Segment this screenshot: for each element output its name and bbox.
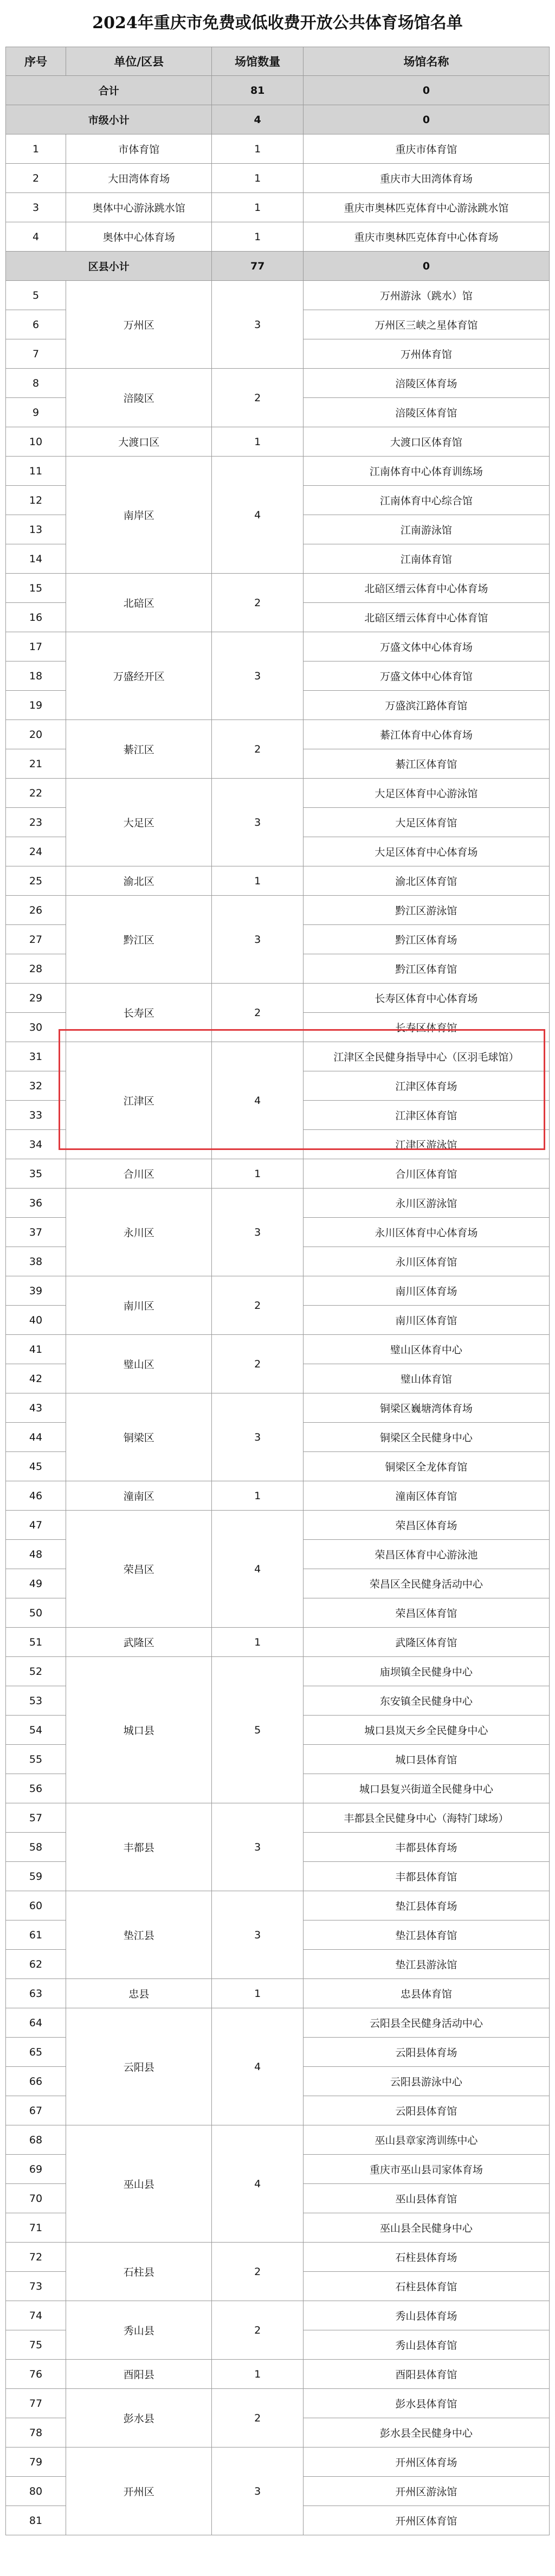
- district-cell: 璧山区: [66, 1335, 212, 1393]
- district-cell: 江津区: [66, 1042, 212, 1159]
- count-cell: 2: [212, 984, 303, 1042]
- district-cell: 綦江区: [66, 720, 212, 779]
- serial-cell: 68: [6, 2125, 66, 2155]
- serial-cell: 72: [6, 2243, 66, 2272]
- count-cell: 1: [212, 193, 303, 222]
- venue-cell: 永川区体育馆: [303, 1247, 549, 1276]
- district-cell: 大足区: [66, 779, 212, 866]
- document-title: 2024年重庆市免费或低收费开放公共体育场馆名单: [92, 14, 463, 33]
- serial-cell: 35: [6, 1159, 66, 1189]
- venue-cell: 铜梁区巍塘湾体育场: [303, 1393, 549, 1423]
- venue-cell: 大足区体育中心体育场: [303, 837, 549, 866]
- serial-cell: 76: [6, 2360, 66, 2389]
- serial-cell: 14: [6, 544, 66, 574]
- district-cell: 合川区: [66, 1159, 212, 1189]
- table-row: [6, 193, 550, 222]
- serial-cell: 54: [6, 1716, 66, 1745]
- venue-cell: 江南体育中心综合馆: [303, 486, 549, 515]
- venue-cell: 东安镇全民健身中心: [303, 1686, 549, 1716]
- district-cell: 垫江县: [66, 1891, 212, 1979]
- serial-cell: 58: [6, 1833, 66, 1862]
- district-cell: 铜梁区: [66, 1393, 212, 1481]
- count-cell: 4: [212, 2008, 303, 2125]
- serial-cell: 24: [6, 837, 66, 866]
- header-serial: 序号: [6, 47, 66, 76]
- district-subtotal-count: 77: [212, 252, 303, 281]
- venue-cell: 长寿区体育中心体育场: [303, 984, 549, 1013]
- table-row: [6, 2447, 550, 2477]
- venue-cell: 黔江区体育场: [303, 925, 549, 954]
- venue-cell: 万盛滨江路体育馆: [303, 691, 549, 720]
- venue-cell: 彭水县体育馆: [303, 2389, 549, 2418]
- count-cell: 3: [212, 1189, 303, 1276]
- serial-cell: 32: [6, 1071, 66, 1101]
- table-row: [6, 1511, 550, 1540]
- serial-cell: 17: [6, 632, 66, 661]
- venue-cell: 云阳县体育场: [303, 2038, 549, 2067]
- venue-cell: 彭水县全民健身中心: [303, 2418, 549, 2447]
- serial-cell: 22: [6, 779, 66, 808]
- district-cell: 石柱县: [66, 2243, 212, 2301]
- count-cell: 3: [212, 1803, 303, 1891]
- serial-cell: 65: [6, 2038, 66, 2067]
- city-subtotal-label: 市级小计: [6, 105, 212, 134]
- venue-cell: 万州体育馆: [303, 339, 549, 369]
- venue-cell: 南川区体育馆: [303, 1306, 549, 1335]
- table-row: [6, 164, 550, 193]
- table-row: [6, 222, 550, 252]
- serial-cell: 59: [6, 1862, 66, 1891]
- venue-cell: 铜梁区全龙体育馆: [303, 1452, 549, 1481]
- table-row: [6, 1979, 550, 2008]
- district-cell: 武隆区: [66, 1628, 212, 1657]
- table-row: [6, 1042, 550, 1071]
- serial-cell: 34: [6, 1130, 66, 1159]
- venue-cell: 永川区体育中心体育场: [303, 1218, 549, 1247]
- table-body: [6, 76, 550, 2535]
- venue-cell: 璧山区体育中心: [303, 1335, 549, 1364]
- count-cell: 3: [212, 779, 303, 866]
- serial-cell: 51: [6, 1628, 66, 1657]
- serial-cell: 11: [6, 457, 66, 486]
- count-cell: 4: [212, 1042, 303, 1159]
- count-cell: 3: [212, 896, 303, 984]
- venue-cell: 城口县岚天乡全民健身中心: [303, 1716, 549, 1745]
- serial-cell: 6: [6, 310, 66, 339]
- count-cell: 1: [212, 1159, 303, 1189]
- serial-cell: 66: [6, 2067, 66, 2096]
- venue-cell: 秀山县体育馆: [303, 2330, 549, 2360]
- table-row: [6, 457, 550, 486]
- serial-cell: 37: [6, 1218, 66, 1247]
- serial-cell: 74: [6, 2301, 66, 2330]
- venue-cell: 巫山县章家湾训练中心: [303, 2125, 549, 2155]
- count-cell: 3: [212, 632, 303, 720]
- district-cell: 秀山县: [66, 2301, 212, 2360]
- venue-cell: 荣昌区体育场: [303, 1511, 549, 1540]
- venue-cell: 大足区体育中心游泳馆: [303, 779, 549, 808]
- venue-cell: 万盛文体中心体育场: [303, 632, 549, 661]
- table-row: [6, 427, 550, 457]
- serial-cell: 40: [6, 1306, 66, 1335]
- table-row: [6, 574, 550, 603]
- venue-cell: 巫山县全民健身中心: [303, 2213, 549, 2243]
- total-label: 合计: [6, 76, 212, 105]
- district-cell: 涪陵区: [66, 369, 212, 427]
- serial-cell: 70: [6, 2184, 66, 2213]
- serial-cell: 79: [6, 2447, 66, 2477]
- table-row: [6, 2389, 550, 2418]
- table-row: [6, 1189, 550, 1218]
- venue-cell: 忠县体育馆: [303, 1979, 549, 2008]
- serial-cell: 47: [6, 1511, 66, 1540]
- count-cell: 3: [212, 281, 303, 369]
- table-row: [6, 779, 550, 808]
- table-row: [6, 896, 550, 925]
- district-cell: 渝北区: [66, 866, 212, 896]
- table-row: [6, 984, 550, 1013]
- venue-cell: 北碚区缙云体育中心体育场: [303, 574, 549, 603]
- count-cell: 2: [212, 574, 303, 632]
- venue-cell: 长寿区体育馆: [303, 1013, 549, 1042]
- serial-cell: 27: [6, 925, 66, 954]
- district-cell: 忠县: [66, 1979, 212, 2008]
- serial-cell: 45: [6, 1452, 66, 1481]
- venue-cell: 南川区体育场: [303, 1276, 549, 1306]
- district-cell: 万盛经开区: [66, 632, 212, 720]
- city-subtotal-venue: 0: [303, 105, 549, 134]
- serial-cell: 41: [6, 1335, 66, 1364]
- header-count: 场馆数量: [212, 47, 303, 76]
- serial-cell: 36: [6, 1189, 66, 1218]
- table-row: [6, 1159, 550, 1189]
- serial-cell: 62: [6, 1950, 66, 1979]
- district-cell: 城口县: [66, 1657, 212, 1803]
- count-cell: 1: [212, 2360, 303, 2389]
- count-cell: 4: [212, 1511, 303, 1628]
- venue-cell: 城口县体育馆: [303, 1745, 549, 1774]
- serial-cell: 39: [6, 1276, 66, 1306]
- venue-cell: 永川区游泳馆: [303, 1189, 549, 1218]
- venue-cell: 垫江县体育场: [303, 1891, 549, 1920]
- venue-cell: 荣昌区体育中心游泳池: [303, 1540, 549, 1569]
- count-cell: 1: [212, 222, 303, 252]
- serial-cell: 48: [6, 1540, 66, 1569]
- district-cell: 北碚区: [66, 574, 212, 632]
- district-cell: 丰都县: [66, 1803, 212, 1891]
- unit-cell: 大田湾体育场: [66, 164, 212, 193]
- venue-cell: 万州游泳（跳水）馆: [303, 281, 549, 310]
- total-count: 81: [212, 76, 303, 105]
- serial-cell: 23: [6, 808, 66, 837]
- serial-cell: 71: [6, 2213, 66, 2243]
- venue-cell: 重庆市大田湾体育场: [303, 164, 549, 193]
- district-cell: 开州区: [66, 2447, 212, 2535]
- table-row: [6, 2360, 550, 2389]
- venue-cell: 江津区全民健身指导中心（区羽毛球馆）: [303, 1042, 549, 1071]
- table-row: [6, 1628, 550, 1657]
- district-cell: 潼南区: [66, 1481, 212, 1511]
- venue-cell: 綦江体育中心体育场: [303, 720, 549, 749]
- serial-cell: 61: [6, 1920, 66, 1950]
- table-row: [6, 369, 550, 398]
- count-cell: 2: [212, 2389, 303, 2447]
- venue-cell: 綦江区体育馆: [303, 749, 549, 779]
- table-row: [6, 2243, 550, 2272]
- table-row: [6, 134, 550, 164]
- venue-cell: 垫江县游泳馆: [303, 1950, 549, 1979]
- serial-cell: 52: [6, 1657, 66, 1686]
- venue-cell: 云阳县体育馆: [303, 2096, 549, 2125]
- serial-cell: 4: [6, 222, 66, 252]
- table-header-row: [6, 47, 550, 76]
- venue-cell: 渝北区体育馆: [303, 866, 549, 896]
- table-row: [6, 1891, 550, 1920]
- venue-cell: 丰都县体育馆: [303, 1862, 549, 1891]
- venue-cell: 巫山县体育馆: [303, 2184, 549, 2213]
- serial-cell: 38: [6, 1247, 66, 1276]
- serial-cell: 43: [6, 1393, 66, 1423]
- venue-cell: 开州区体育馆: [303, 2506, 549, 2535]
- count-cell: 2: [212, 2243, 303, 2301]
- serial-cell: 10: [6, 427, 66, 457]
- serial-cell: 12: [6, 486, 66, 515]
- serial-cell: 55: [6, 1745, 66, 1774]
- venue-cell: 涪陵区体育场: [303, 369, 549, 398]
- venue-cell: 万州区三峡之星体育馆: [303, 310, 549, 339]
- district-cell: 万州区: [66, 281, 212, 369]
- count-cell: 2: [212, 2301, 303, 2360]
- venue-cell: 丰都县体育场: [303, 1833, 549, 1862]
- serial-cell: 21: [6, 749, 66, 779]
- venue-cell: 城口县复兴街道全民健身中心: [303, 1774, 549, 1803]
- serial-cell: 50: [6, 1598, 66, 1628]
- city-subtotal-count: 4: [212, 105, 303, 134]
- venue-table: [5, 47, 550, 2535]
- table-row: [6, 1276, 550, 1306]
- count-cell: 1: [212, 1628, 303, 1657]
- count-cell: 4: [212, 2125, 303, 2243]
- table-row: [6, 720, 550, 749]
- district-cell: 永川区: [66, 1189, 212, 1276]
- serial-cell: 13: [6, 515, 66, 544]
- unit-cell: 奥体中心体育场: [66, 222, 212, 252]
- serial-cell: 81: [6, 2506, 66, 2535]
- venue-cell: 垫江县体育馆: [303, 1920, 549, 1950]
- table-row: [6, 1335, 550, 1364]
- serial-cell: 9: [6, 398, 66, 427]
- venue-cell: 黔江区游泳馆: [303, 896, 549, 925]
- serial-cell: 56: [6, 1774, 66, 1803]
- serial-cell: 3: [6, 193, 66, 222]
- venue-cell: 合川区体育馆: [303, 1159, 549, 1189]
- venue-cell: 武隆区体育馆: [303, 1628, 549, 1657]
- unit-cell: 市体育馆: [66, 134, 212, 164]
- venue-cell: 云阳县全民健身活动中心: [303, 2008, 549, 2038]
- serial-cell: 63: [6, 1979, 66, 2008]
- count-cell: 2: [212, 1335, 303, 1393]
- count-cell: 3: [212, 2447, 303, 2535]
- table-row: [6, 2125, 550, 2155]
- district-cell: 南川区: [66, 1276, 212, 1335]
- venue-cell: 开州区游泳馆: [303, 2477, 549, 2506]
- serial-cell: 80: [6, 2477, 66, 2506]
- serial-cell: 20: [6, 720, 66, 749]
- table-row: [6, 632, 550, 661]
- serial-cell: 46: [6, 1481, 66, 1511]
- venue-cell: 黔江区体育馆: [303, 954, 549, 984]
- venue-cell: 涪陵区体育馆: [303, 398, 549, 427]
- serial-cell: 31: [6, 1042, 66, 1071]
- header-unit: 单位/区县: [66, 47, 212, 76]
- table-row: [6, 866, 550, 896]
- serial-cell: 78: [6, 2418, 66, 2447]
- serial-cell: 73: [6, 2272, 66, 2301]
- serial-cell: 1: [6, 134, 66, 164]
- serial-cell: 67: [6, 2096, 66, 2125]
- serial-cell: 15: [6, 574, 66, 603]
- district-cell: 南岸区: [66, 457, 212, 574]
- district-cell: 巫山县: [66, 2125, 212, 2243]
- header-venue: 场馆名称: [303, 47, 549, 76]
- venue-cell: 秀山县体育场: [303, 2301, 549, 2330]
- venue-cell: 璧山体育馆: [303, 1364, 549, 1393]
- district-cell: 大渡口区: [66, 427, 212, 457]
- serial-cell: 42: [6, 1364, 66, 1393]
- serial-cell: 49: [6, 1569, 66, 1598]
- serial-cell: 44: [6, 1423, 66, 1452]
- table-row: [6, 2008, 550, 2038]
- venue-cell: 石柱县体育场: [303, 2243, 549, 2272]
- serial-cell: 30: [6, 1013, 66, 1042]
- venue-cell: 大足区体育馆: [303, 808, 549, 837]
- venue-cell: 荣昌区体育馆: [303, 1598, 549, 1628]
- district-subtotal-row: [6, 252, 550, 281]
- count-cell: 4: [212, 457, 303, 574]
- count-cell: 1: [212, 866, 303, 896]
- serial-cell: 16: [6, 603, 66, 632]
- table-row: [6, 1393, 550, 1423]
- district-subtotal-label: 区县小计: [6, 252, 212, 281]
- district-cell: 酉阳县: [66, 2360, 212, 2389]
- serial-cell: 77: [6, 2389, 66, 2418]
- serial-cell: 53: [6, 1686, 66, 1716]
- serial-cell: 64: [6, 2008, 66, 2038]
- venue-cell: 大渡口区体育馆: [303, 427, 549, 457]
- serial-cell: 26: [6, 896, 66, 925]
- serial-cell: 33: [6, 1101, 66, 1130]
- count-cell: 3: [212, 1393, 303, 1481]
- venue-cell: 重庆市体育馆: [303, 134, 549, 164]
- district-cell: 彭水县: [66, 2389, 212, 2447]
- venue-cell: 江津区体育馆: [303, 1101, 549, 1130]
- total-row: [6, 76, 550, 105]
- district-cell: 荣昌区: [66, 1511, 212, 1628]
- venue-cell: 铜梁区全民健身中心: [303, 1423, 549, 1452]
- unit-cell: 奥体中心游泳跳水馆: [66, 193, 212, 222]
- total-venue: 0: [303, 76, 549, 105]
- count-cell: 2: [212, 369, 303, 427]
- district-cell: 长寿区: [66, 984, 212, 1042]
- serial-cell: 57: [6, 1803, 66, 1833]
- district-cell: 云阳县: [66, 2008, 212, 2125]
- venue-cell: 万盛文体中心体育馆: [303, 661, 549, 691]
- venue-cell: 重庆市巫山县司家体育场: [303, 2155, 549, 2184]
- serial-cell: 60: [6, 1891, 66, 1920]
- venue-cell: 江南游泳馆: [303, 515, 549, 544]
- count-cell: 1: [212, 427, 303, 457]
- venue-cell: 潼南区体育馆: [303, 1481, 549, 1511]
- venue-cell: 酉阳县体育馆: [303, 2360, 549, 2389]
- table-row: [6, 1657, 550, 1686]
- serial-cell: 25: [6, 866, 66, 896]
- venue-cell: 石柱县体育馆: [303, 2272, 549, 2301]
- venue-cell: 云阳县游泳中心: [303, 2067, 549, 2096]
- venue-cell: 江津区游泳馆: [303, 1130, 549, 1159]
- venue-cell: 开州区体育场: [303, 2447, 549, 2477]
- serial-cell: 5: [6, 281, 66, 310]
- table-row: [6, 2301, 550, 2330]
- serial-cell: 29: [6, 984, 66, 1013]
- count-cell: 2: [212, 720, 303, 779]
- venue-cell: 荣昌区全民健身活动中心: [303, 1569, 549, 1598]
- serial-cell: 28: [6, 954, 66, 984]
- venue-cell: 江南体育中心体育训练场: [303, 457, 549, 486]
- serial-cell: 75: [6, 2330, 66, 2360]
- city-subtotal-row: [6, 105, 550, 134]
- serial-cell: 19: [6, 691, 66, 720]
- count-cell: 1: [212, 134, 303, 164]
- table-row: [6, 1803, 550, 1833]
- count-cell: 5: [212, 1657, 303, 1803]
- district-cell: 黔江区: [66, 896, 212, 984]
- venue-cell: 重庆市奥林匹克体育中心游泳跳水馆: [303, 193, 549, 222]
- table-row: [6, 1481, 550, 1511]
- count-cell: 2: [212, 1276, 303, 1335]
- table-row: [6, 281, 550, 310]
- serial-cell: 7: [6, 339, 66, 369]
- venue-cell: 江津区体育场: [303, 1071, 549, 1101]
- venue-cell: 北碚区缙云体育中心体育馆: [303, 603, 549, 632]
- district-subtotal-venue: 0: [303, 252, 549, 281]
- serial-cell: 69: [6, 2155, 66, 2184]
- venue-cell: 丰都县全民健身中心（海特门球场）: [303, 1803, 549, 1833]
- count-cell: 1: [212, 1979, 303, 2008]
- serial-cell: 2: [6, 164, 66, 193]
- venue-cell: 重庆市奥林匹克体育中心体育场: [303, 222, 549, 252]
- venue-cell: 江南体育馆: [303, 544, 549, 574]
- serial-cell: 8: [6, 369, 66, 398]
- count-cell: 1: [212, 164, 303, 193]
- count-cell: 3: [212, 1891, 303, 1979]
- serial-cell: 18: [6, 661, 66, 691]
- venue-cell: 庙坝镇全民健身中心: [303, 1657, 549, 1686]
- count-cell: 1: [212, 1481, 303, 1511]
